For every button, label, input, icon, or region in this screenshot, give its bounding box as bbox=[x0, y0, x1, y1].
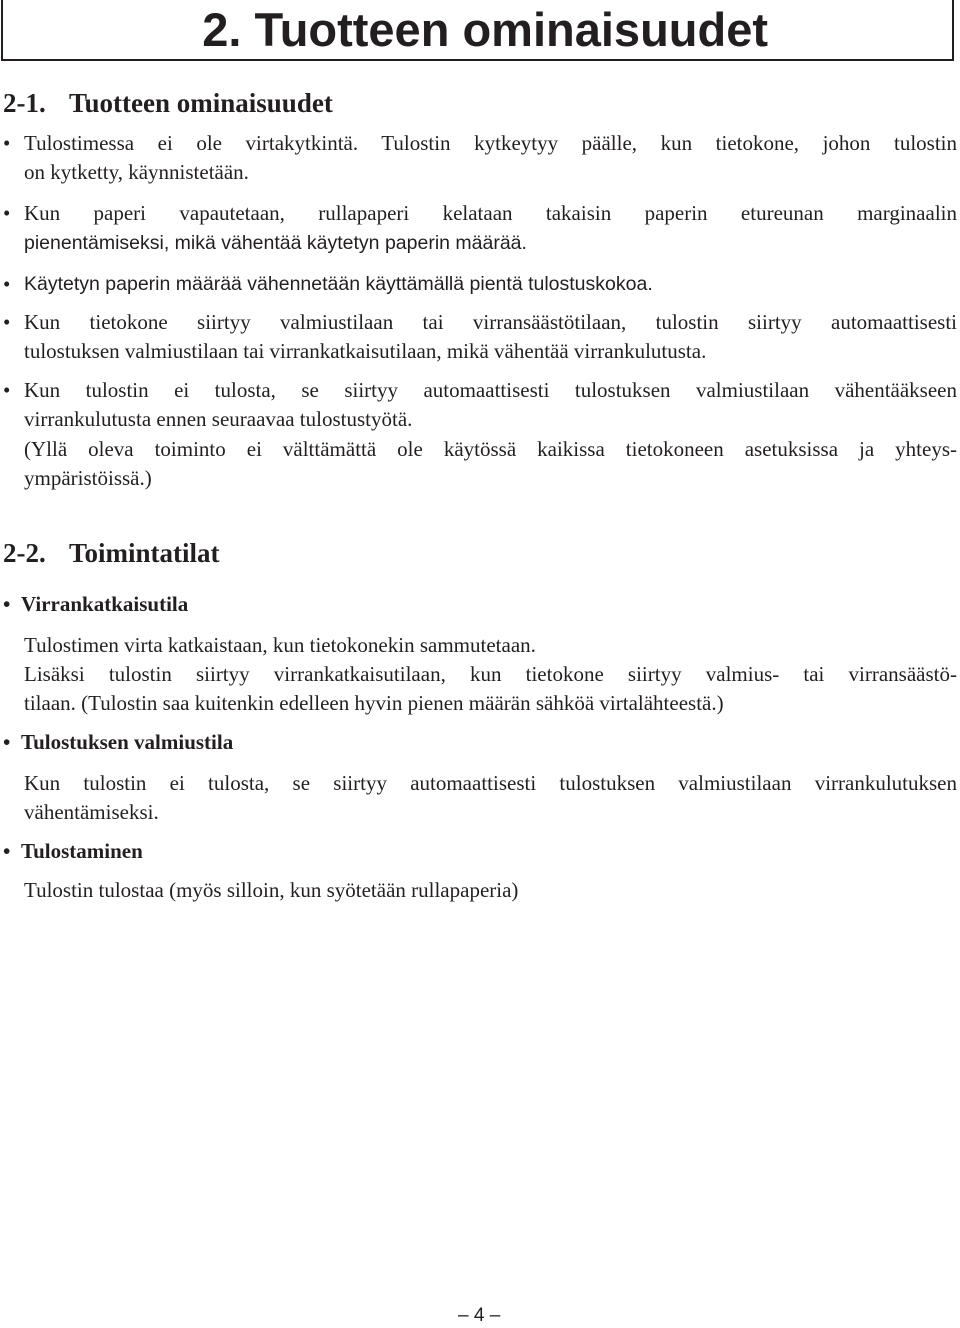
mode-description-line: Tulostimen virta katkaistaan, kun tietokonekin sammutetaan. bbox=[24, 633, 536, 657]
bullet-icon: • bbox=[3, 310, 11, 334]
bullet-icon: • bbox=[3, 730, 11, 754]
item-line: pienentämiseksi, mikä vähentää käytetyn paperin määrää. bbox=[24, 232, 527, 254]
item-line: Kun tulostin ei tulosta, se siirtyy automaattisesti tulostuksen valmiustilaan vähentääkseen bbox=[24, 378, 957, 402]
item-line: Kun paperi vapautetaan, rullapaperi kelataan takaisin paperin etureunan marginaalin bbox=[24, 201, 957, 225]
chapter-title: 2. Tuotteen ominaisuudet bbox=[202, 3, 768, 56]
section-heading-2-2 bbox=[3, 538, 220, 569]
item-line: on kytketty, käynnistetään. bbox=[24, 160, 249, 184]
mode-name: Tulostaminen bbox=[21, 839, 143, 863]
mode-description-line: tilaan. (Tulostin saa kuitenkin edelleen hyvin pienen määrän sähköä virtalähteestä.) bbox=[24, 691, 724, 715]
mode-description-line: Tulostin tulostaa (myös silloin, kun syötetään rullapaperia) bbox=[24, 878, 519, 902]
bullet-icon: • bbox=[3, 592, 11, 616]
mode-description-line: Lisäksi tulostin siirtyy virrankatkaisutilaan, kun tietokone siirtyy valmius- tai virransäästö- bbox=[24, 662, 957, 686]
section-number: 2-2. bbox=[3, 538, 46, 568]
mode-name: Tulostuksen valmiustila bbox=[21, 730, 234, 754]
item-line: Käytetyn paperin määrää vähennetään käyttämällä pientä tulostuskokoa. bbox=[24, 273, 653, 295]
bullet-icon: • bbox=[3, 131, 11, 155]
mode-heading bbox=[3, 592, 188, 617]
bullet-icon: • bbox=[3, 201, 11, 225]
section-title: Tuotteen ominaisuudet bbox=[69, 88, 333, 118]
item-line: tulostuksen valmiustilaan tai virrankatkaisutilaan, mikä vähentää virrankulutusta. bbox=[24, 339, 707, 363]
item-line: (Yllä oleva toiminto ei välttämättä ole käytössä kaikissa tietokoneen asetuksissa ja yhteys- bbox=[24, 437, 957, 461]
item-line: virrankulutusta ennen seuraavaa tulostustyötä. bbox=[24, 407, 413, 431]
mode-name: Virrankatkaisutila bbox=[21, 592, 189, 616]
section-title: Toimintatilat bbox=[69, 538, 220, 568]
mode-description-line: Kun tulostin ei tulosta, se siirtyy automaattisesti tulostuksen valmiustilaan virrankulutuksen bbox=[24, 771, 957, 795]
mode-heading bbox=[3, 730, 233, 755]
page-number: – 4 – bbox=[458, 1305, 501, 1326]
bullet-icon: • bbox=[3, 839, 11, 863]
mode-heading bbox=[3, 839, 143, 864]
item-line: Tulostimessa ei ole virtakytkintä. Tulostin kytkeytyy päälle, kun tietokone, johon tulostin bbox=[24, 131, 957, 155]
section-number: 2-1. bbox=[3, 88, 46, 118]
section-heading-2-1 bbox=[3, 88, 333, 119]
mode-description-line: vähentämiseksi. bbox=[24, 800, 159, 824]
bullet-icon: • bbox=[3, 378, 11, 402]
item-line: Kun tietokone siirtyy valmiustilaan tai virransäästötilaan, tulostin siirtyy automaattisesti bbox=[24, 310, 957, 334]
bullet-icon: • bbox=[3, 272, 11, 296]
item-line: ympäristöissä.) bbox=[24, 466, 152, 490]
